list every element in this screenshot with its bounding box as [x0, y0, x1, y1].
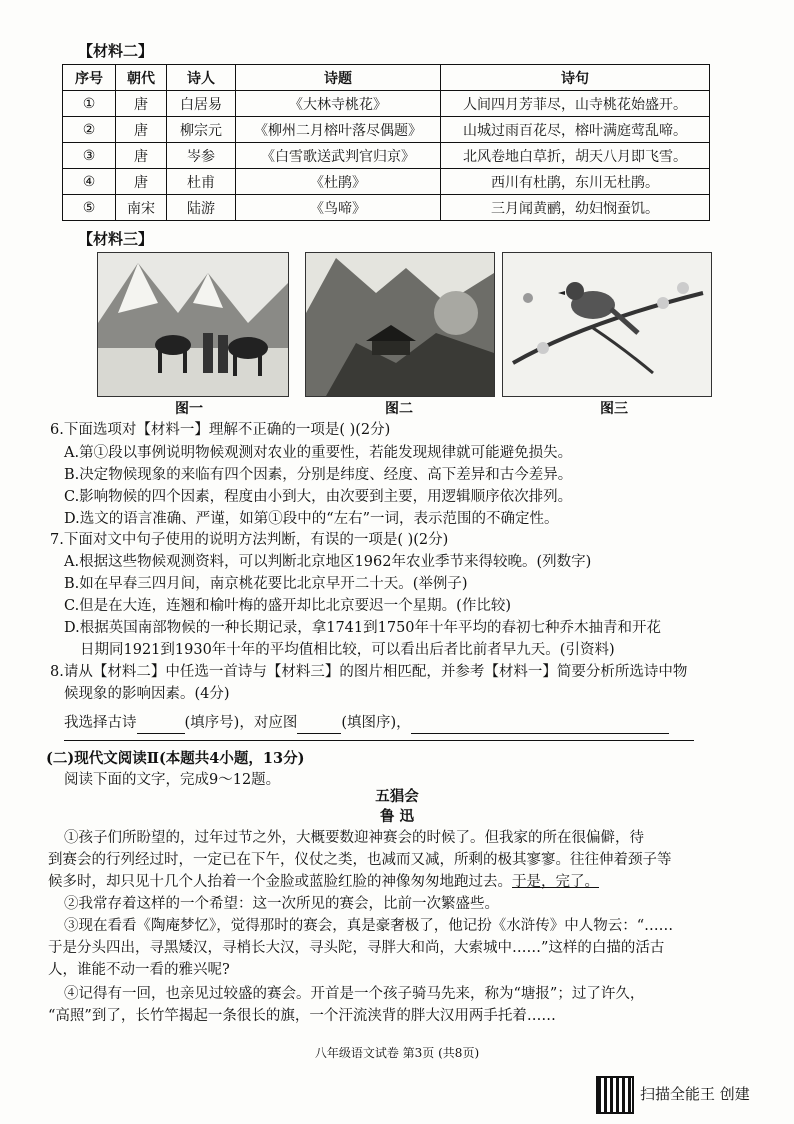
table-cell: ④ [63, 169, 116, 195]
table-cell: 唐 [116, 117, 167, 143]
table-cell: 北风卷地白草折，胡天八月即飞雪。 [441, 143, 710, 169]
paragraph-4-line2: “高照”到了，长竹竿揭起一条很长的旗，一个汗流浃背的胖大汉用两手托着…… [48, 1008, 556, 1024]
figure-2-caption: 图二 [385, 401, 413, 417]
paragraph-1-line3 [48, 872, 599, 893]
q8-label-figure: (填序号)，对应图 [184, 715, 298, 731]
q7-option-d-line2: 日期同1921到1930年十年的平均值相比较，可以看出后者比前者早九天。(引资料) [80, 642, 615, 658]
table-cell: ① [63, 91, 116, 117]
q7-option-d-line1: D.根据英国南部物候的一种长期记录，拿1741到1750年十年平均的春初七种乔木抽青和开花 [64, 620, 662, 636]
q8-answer-line [64, 712, 669, 734]
paragraph-3-line3: 人，谁能不动一看的雅兴呢? [48, 962, 230, 978]
q7-option-a: A.根据这些物候观测资料，可以判断北京地区1962年农业季节来得较晚。(列数字) [64, 554, 592, 570]
q8-poem-blank[interactable] [137, 712, 185, 734]
column-header: 诗题 [236, 65, 441, 91]
table-cell: 唐 [116, 143, 167, 169]
table-row [63, 195, 710, 221]
article-title: 五猖会 [375, 788, 419, 805]
table-row [63, 91, 710, 117]
article-author: 鲁 迅 [379, 808, 415, 825]
table-cell: 杜甫 [167, 169, 236, 195]
q6-option-b: B.决定物候现象的来临有四个因素，分别是纬度、经度、高下差异和古今差异。 [64, 467, 573, 483]
table-cell: ③ [63, 143, 116, 169]
paragraph-1-line3-text: 候多时，却只见十几个人抬着一个金脸或蓝脸红脸的神像匆匆地跑过去。 [48, 874, 512, 890]
table-cell: 白居易 [167, 91, 236, 117]
figure-3-image [502, 252, 712, 397]
paragraph-1-line2: 到赛会的行列经过时，一定已在下午，仪仗之类，也减而又减，所剩的极其寥寥。往往伸着颈子等 [48, 852, 672, 868]
table-row [63, 117, 710, 143]
table-cell: 《鸟啼》 [236, 195, 441, 221]
paragraph-4-line1: ④记得有一回，也亲见过较盛的赛会。开首是一个孩子骑马先来，称为“塘报”；过了许久， [64, 986, 645, 1002]
table-cell: 唐 [116, 91, 167, 117]
paragraph-1-line1: ①孩子们所盼望的，过年过节之外，大概要数迎神赛会的时候了。但我家的所在很偏僻，待 [64, 830, 644, 846]
table-cell: 《大林寺桃花》 [236, 91, 441, 117]
table-cell: ② [63, 117, 116, 143]
qr-code-icon [596, 1076, 634, 1114]
q8-stem-line2: 候现象的影响因素。(4分) [64, 686, 230, 702]
paragraph-1-underlined: 于是，完了。 [512, 874, 599, 890]
table-row [63, 169, 710, 195]
table-cell: 三月闻黄鹂，幼妇悯蚕饥。 [441, 195, 710, 221]
table-cell: 南宋 [116, 195, 167, 221]
table-cell: 西川有杜鹃，东川无杜鹃。 [441, 169, 710, 195]
figure-2-image [305, 252, 495, 397]
q6-option-c: C.影响物候的四个因素，程度由小到大，由次要到主要，用逻辑顺序依次排列。 [64, 489, 573, 505]
table-cell: 《柳州二月榕叶落尽偶题》 [236, 117, 441, 143]
figure-1-caption: 图一 [175, 401, 203, 417]
column-header: 诗人 [167, 65, 236, 91]
paragraph-2: ②我常存着这样的一个希望：这一次所见的赛会，比前一次繁盛些。 [64, 896, 499, 912]
poem-table [62, 64, 710, 221]
q8-stem-line1: 8.请从【材料二】中任选一首诗与【材料三】的图片相匹配，并参考【材料一】简要分析所选诗中物 [50, 664, 688, 680]
q8-label-after: (填图序)， [341, 715, 411, 731]
table-cell: 柳宗元 [167, 117, 236, 143]
table-row [63, 143, 710, 169]
q8-label-poem: 我选择古诗 [64, 715, 137, 731]
table-cell: 《白雪歌送武判官归京》 [236, 143, 441, 169]
q7-stem: 7.下面对文中句子使用的说明方法判断，有误的一项是( )(2分) [50, 532, 449, 548]
material2-heading: 【材料二】 [78, 42, 154, 60]
figure-3-caption: 图三 [600, 401, 628, 417]
paragraph-3-line1: ③现在看看《陶庵梦忆》，觉得那时的赛会，真是豪奢极了，他记扮《水浒传》中人物云：“…… [64, 918, 674, 934]
table-cell: 人间四月芳菲尽，山寺桃花始盛开。 [441, 91, 710, 117]
page-footer: 八年级语文试卷 第3页 (共8页) [314, 1046, 480, 1060]
table-header-row [63, 65, 710, 91]
table-cell: 岑参 [167, 143, 236, 169]
q8-analysis-line[interactable] [64, 740, 694, 741]
q8-figure-blank[interactable] [297, 712, 341, 734]
section2-heading: (二)现代文阅读Ⅱ(本题共4小题，13分) [46, 750, 305, 767]
q6-option-d: D.选文的语言准确、严谨，如第①段中的“左右”一词，表示范围的不确定性。 [64, 511, 559, 527]
q6-option-a: A.第①段以事例说明物候观测对农业的重要性，若能发现规律就可能避免损失。 [64, 445, 573, 461]
table-cell: 山城过雨百花尽，榕叶满庭莺乱啼。 [441, 117, 710, 143]
table-cell: ⑤ [63, 195, 116, 221]
column-header: 序号 [63, 65, 116, 91]
column-header: 诗句 [441, 65, 710, 91]
figure-1-image [97, 252, 289, 397]
paragraph-3-line2: 于是分头四出，寻黑矮汉，寻梢长大汉，寻头陀，寻胖大和尚，大索城中……”这样的白描的活古 [48, 940, 665, 956]
scanner-watermark: 扫描全能王 创建 [640, 1085, 750, 1103]
material3-heading: 【材料三】 [78, 230, 154, 248]
q6-stem: 6.下面选项对【材料一】理解不正确的一项是( )(2分) [50, 422, 391, 438]
table-cell: 《杜鹃》 [236, 169, 441, 195]
q8-analysis-blank[interactable] [411, 712, 669, 734]
column-header: 朝代 [116, 65, 167, 91]
table-cell: 唐 [116, 169, 167, 195]
q7-option-c: C.但是在大连，连翘和榆叶梅的盛开却比北京要迟一个星期。(作比较) [64, 598, 511, 614]
section2-instruction: 阅读下面的文字，完成9～12题。 [64, 772, 281, 788]
table-cell: 陆游 [167, 195, 236, 221]
q7-option-b: B.如在早春三四月间，南京桃花要比北京早开二十天。(举例子) [64, 576, 468, 592]
